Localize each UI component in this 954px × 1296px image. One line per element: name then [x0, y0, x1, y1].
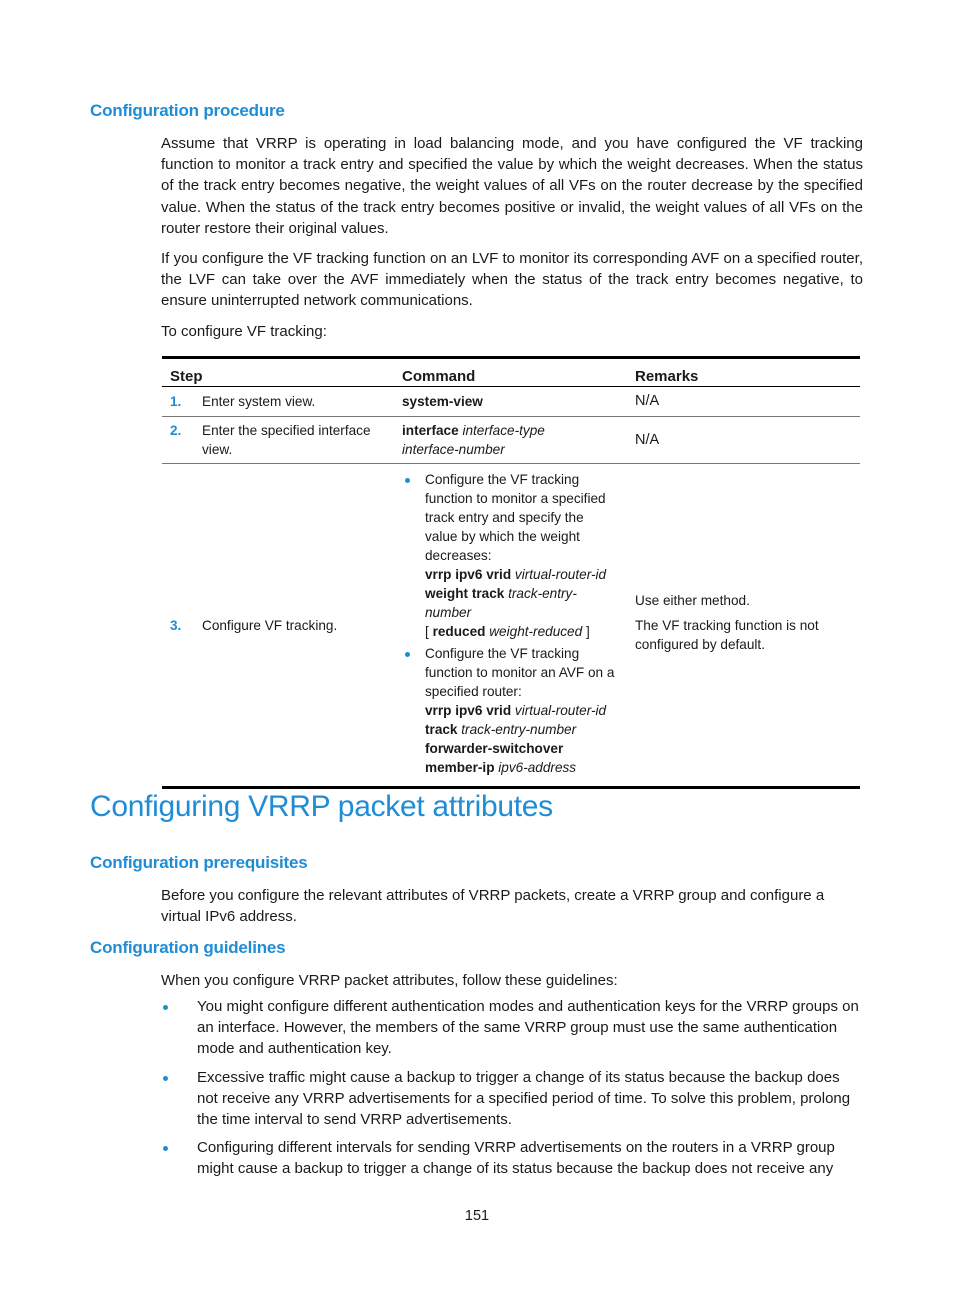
chapter-title: Configuring VRRP packet attributes — [90, 790, 553, 823]
list-item-text: Excessive traffic might cause a backup to trigger a change of its status because the backup does not receive any VRRP advertisements for a specified period of time. To solve this problem, prolong the time interval to send VRRP advertisements. — [197, 1068, 851, 1129]
command-keyword: weight track — [425, 586, 505, 601]
procedure-paragraph-1: Assume that VRRP is operating in load balancing mode, and you have configured the VF tracking function to monitor a track entry and specified the value by which the weight decreases. When the status of the track entry becomes negative, the weight values of all VFs on the router decrease by the specified value. When the status of the track entry becomes positive or invalid, the weight values of all VFs on the router restore their original values. — [161, 135, 863, 237]
bullet-icon — [163, 1005, 168, 1010]
table-row — [162, 464, 860, 787]
step-text: Enter system view. — [202, 394, 316, 409]
step-cell — [162, 464, 394, 787]
guidelines-list — [161, 996, 864, 1187]
procedure-paragraph-3: To configure VF tracking: — [161, 323, 327, 340]
bullet-icon — [405, 478, 410, 483]
list-item — [161, 996, 864, 1060]
header-command: Command — [394, 359, 627, 387]
option-description: Configure the VF tracking function to monitor a specified track entry and specify the value by which the weight decreases: — [425, 472, 606, 563]
prerequisites-paragraph: Before you configure the relevant attributes of VRRP packets, create a VRRP group and configure a virtual IPv6 address. — [161, 887, 825, 926]
command-option — [402, 644, 619, 777]
command-cell — [394, 417, 627, 464]
command-keyword: member-ip — [425, 760, 495, 775]
command-argument: weight-reduced — [489, 624, 583, 639]
vf-tracking-table — [162, 356, 860, 789]
step-cell — [162, 387, 394, 417]
remark-text: The VF tracking function is not configured by default. — [635, 617, 819, 652]
bracket-open: [ — [425, 624, 429, 639]
step-text: Enter the specified interface view. — [202, 423, 371, 457]
step-number: 3. — [170, 617, 182, 633]
command-keyword: vrrp ipv6 vrid — [425, 567, 512, 582]
step-cell — [162, 417, 394, 464]
command-argument: track-entry-number — [425, 586, 577, 620]
command-argument: interface-number — [402, 442, 505, 457]
remarks-cell — [627, 464, 860, 787]
command-argument: virtual-router-id — [514, 567, 607, 582]
bullet-icon — [163, 1146, 168, 1151]
command-argument: track-entry-number — [461, 722, 577, 737]
bracket-close: ] — [585, 624, 590, 639]
table-bottom-rule — [162, 786, 860, 789]
command-option — [402, 470, 619, 641]
bullet-icon — [405, 652, 410, 657]
list-item-text: You might configure different authentication modes and authentication keys for the VRRP groups on an interface. However, the members of the same VRRP group must use the same authentication mode and authentication key. — [197, 998, 859, 1058]
command-keyword: track — [425, 722, 458, 737]
remarks-cell: N/A — [627, 417, 860, 464]
remark-text: Use either method. — [635, 592, 750, 608]
command-options-list — [402, 470, 619, 777]
section-heading-guidelines: Configuration guidelines — [90, 938, 286, 957]
list-item — [161, 1137, 864, 1179]
command-argument: virtual-router-id — [514, 703, 607, 718]
command-keyword: vrrp ipv6 vrid — [425, 703, 512, 718]
table-row — [162, 417, 860, 464]
command-cell — [394, 464, 627, 787]
option-description: Configure the VF tracking function to monitor an AVF on a specified router: — [425, 646, 615, 699]
table-header-row — [162, 359, 860, 387]
table-row — [162, 387, 860, 417]
list-item — [161, 1067, 864, 1131]
command-argument: ipv6-address — [498, 760, 577, 775]
page-number: 151 — [464, 1208, 490, 1224]
command-argument: interface-type — [462, 423, 545, 438]
step-text: Configure VF tracking. — [202, 617, 338, 633]
step-number: 1. — [170, 394, 182, 409]
header-step: Step — [162, 359, 394, 387]
bullet-icon — [163, 1076, 168, 1081]
list-item-text: Configuring different intervals for sending VRRP advertisements on the routers in a VRRP group might cause a backup to trigger a change of its status because the backup does not receive any — [197, 1139, 835, 1178]
step-number: 2. — [170, 423, 182, 438]
guidelines-intro: When you configure VRRP packet attributes, follow these guidelines: — [161, 972, 618, 989]
header-remarks: Remarks — [627, 359, 860, 387]
section-heading-configuration-procedure: Configuration procedure — [90, 101, 285, 120]
command-keyword: forwarder-switchover — [425, 741, 564, 756]
remarks-cell: N/A — [627, 387, 860, 417]
command-cell — [394, 387, 627, 417]
command-keyword: interface — [402, 423, 459, 438]
command-keyword: system-view — [402, 394, 483, 409]
procedure-paragraph-2: If you configure the VF tracking function on an LVF to monitor its corresponding AVF on a specified router, the LVF can take over the AVF immediately when the status of the track entry becomes negative, to ensure uninterrupted network communications. — [161, 250, 863, 310]
command-keyword: reduced — [432, 624, 486, 639]
section-heading-prerequisites: Configuration prerequisites — [90, 853, 308, 872]
